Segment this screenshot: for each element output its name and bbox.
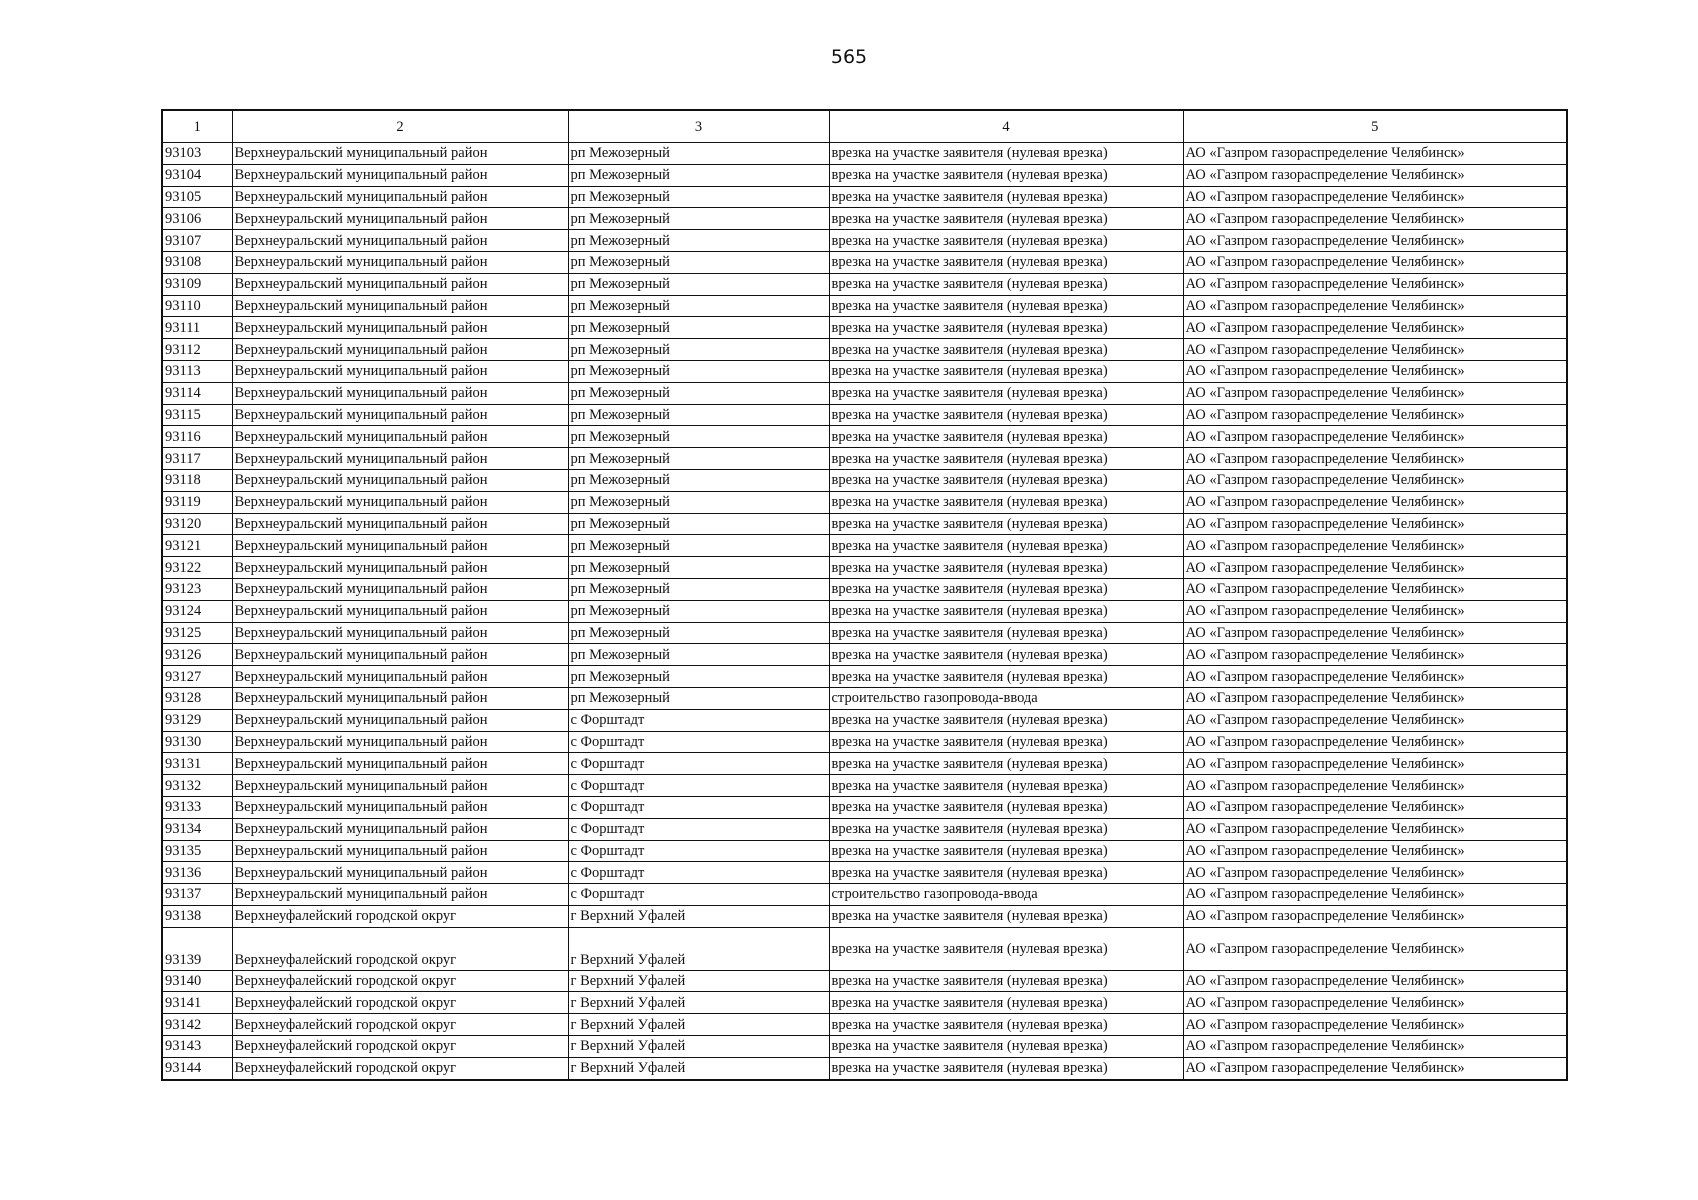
table-row [162,186,1567,208]
table-cell: с Форштадт [568,775,829,797]
table-cell: г Верхний Уфалей [568,1014,829,1036]
table-cell: 93141 [162,992,232,1014]
table-cell: Верхнеуфалейский городской округ [232,1036,568,1058]
table-cell: рп Межозерный [568,513,829,535]
table-cell: врезка на участке заявителя (нулевая врезка) [829,230,1183,252]
header-row [162,110,1567,143]
table-cell: АО «Газпром газораспределение Челябинск» [1183,186,1567,208]
table-cell: Верхнеуральский муниципальный район [232,164,568,186]
table-cell: рп Межозерный [568,622,829,644]
table-cell: врезка на участке заявителя (нулевая врезка) [829,535,1183,557]
table-cell: 93118 [162,469,232,491]
table-cell: Верхнеуфалейский городской округ [232,992,568,1014]
table-cell: с Форштадт [568,709,829,731]
table-cell: г Верхний Уфалей [568,1036,829,1058]
table-cell: с Форштадт [568,796,829,818]
table-cell: 93143 [162,1036,232,1058]
table-cell: АО «Газпром газораспределение Челябинск» [1183,426,1567,448]
table-cell: Верхнеуральский муниципальный район [232,840,568,862]
table-cell: Верхнеуральский муниципальный район [232,775,568,797]
table-cell: АО «Газпром газораспределение Челябинск» [1183,731,1567,753]
table-cell: АО «Газпром газораспределение Челябинск» [1183,448,1567,470]
table-cell: рп Межозерный [568,491,829,513]
table-cell: АО «Газпром газораспределение Челябинск» [1183,230,1567,252]
table-cell: АО «Газпром газораспределение Челябинск» [1183,840,1567,862]
table-row [162,513,1567,535]
table-row [162,295,1567,317]
table-cell: АО «Газпром газораспределение Челябинск» [1183,862,1567,884]
table-body [162,143,1567,1080]
table-row [162,796,1567,818]
table-cell: врезка на участке заявителя (нулевая врезка) [829,622,1183,644]
table-cell: с Форштадт [568,884,829,906]
table-cell: рп Межозерный [568,317,829,339]
table-cell: 93106 [162,208,232,230]
table-cell: Верхнеуральский муниципальный район [232,796,568,818]
table-cell: 93119 [162,491,232,513]
table-cell: 93103 [162,143,232,165]
table-cell: Верхнеуфалейский городской округ [232,1014,568,1036]
table-cell: Верхнеуфалейский городской округ [232,905,568,927]
table-cell: Верхнеуральский муниципальный район [232,557,568,579]
table-cell: врезка на участке заявителя (нулевая врезка) [829,970,1183,992]
table-cell: Верхнеуральский муниципальный район [232,709,568,731]
table-cell: АО «Газпром газораспределение Челябинск» [1183,491,1567,513]
table-row [162,970,1567,992]
table-cell: врезка на участке заявителя (нулевая врезка) [829,164,1183,186]
table-cell: 93129 [162,709,232,731]
table-cell: АО «Газпром газораспределение Челябинск» [1183,666,1567,688]
table-cell: Верхнеуральский муниципальный район [232,622,568,644]
table-cell: АО «Газпром газораспределение Челябинск» [1183,796,1567,818]
table-cell: Верхнеуральский муниципальный район [232,644,568,666]
table-cell: АО «Газпром газораспределение Челябинск» [1183,208,1567,230]
table-row [162,862,1567,884]
table-row [162,731,1567,753]
table-cell: 93123 [162,578,232,600]
table-row [162,578,1567,600]
table-cell: АО «Газпром газораспределение Челябинск» [1183,1057,1567,1079]
table-cell: врезка на участке заявителя (нулевая врезка) [829,317,1183,339]
table-cell: 93115 [162,404,232,426]
table-cell: АО «Газпром газораспределение Челябинск» [1183,360,1567,382]
table-cell: Верхнеуральский муниципальный район [232,382,568,404]
table-cell: врезка на участке заявителя (нулевая врезка) [829,840,1183,862]
table-cell: рп Межозерный [568,360,829,382]
table-cell: 93126 [162,644,232,666]
table-cell: 93110 [162,295,232,317]
table-cell: рп Межозерный [568,186,829,208]
table-cell: строительство газопровода-ввода [829,884,1183,906]
table-cell: Верхнеуральский муниципальный район [232,818,568,840]
table-cell: рп Межозерный [568,382,829,404]
table-cell: АО «Газпром газораспределение Челябинск» [1183,644,1567,666]
table-cell: 93134 [162,818,232,840]
table-row [162,600,1567,622]
table-cell: 93111 [162,317,232,339]
table-cell: с Форштадт [568,840,829,862]
table-cell: АО «Газпром газораспределение Челябинск» [1183,535,1567,557]
table-cell: Верхнеуральский муниципальный район [232,251,568,273]
table-cell: АО «Газпром газораспределение Челябинск» [1183,753,1567,775]
table-cell: Верхнеуральский муниципальный район [232,469,568,491]
table-cell: рп Межозерный [568,578,829,600]
table-cell: АО «Газпром газораспределение Челябинск» [1183,143,1567,165]
table-cell: врезка на участке заявителя (нулевая врезка) [829,992,1183,1014]
table-cell: г Верхний Уфалей [568,905,829,927]
table-cell: врезка на участке заявителя (нулевая врезка) [829,404,1183,426]
table-cell: 93130 [162,731,232,753]
table-cell: рп Межозерный [568,273,829,295]
table-cell: врезка на участке заявителя (нулевая врезка) [829,927,1183,970]
table-cell: рп Межозерный [568,143,829,165]
table-cell: г Верхний Уфалей [568,992,829,1014]
table-cell: врезка на участке заявителя (нулевая врезка) [829,273,1183,295]
table-cell: г Верхний Уфалей [568,970,829,992]
table-cell: г Верхний Уфалей [568,1057,829,1079]
table-cell: 93124 [162,600,232,622]
table-row [162,448,1567,470]
table-row [162,1014,1567,1036]
table-cell: 93109 [162,273,232,295]
table-cell: врезка на участке заявителя (нулевая врезка) [829,339,1183,361]
table-row [162,687,1567,709]
table-row [162,840,1567,862]
table-cell: рп Межозерный [568,164,829,186]
table-row [162,884,1567,906]
table-cell: Верхнеуральский муниципальный район [232,862,568,884]
table-cell: Верхнеуральский муниципальный район [232,230,568,252]
table-row [162,927,1567,970]
table-cell: Верхнеуфалейский городской округ [232,1057,568,1079]
table-row [162,905,1567,927]
table-row [162,317,1567,339]
table-cell: 93140 [162,970,232,992]
table-cell: АО «Газпром газораспределение Челябинск» [1183,469,1567,491]
table-cell: врезка на участке заявителя (нулевая врезка) [829,208,1183,230]
table-cell: Верхнеуфалейский городской округ [232,927,568,970]
table-cell: г Верхний Уфалей [568,927,829,970]
table-cell: Верхнеуральский муниципальный район [232,578,568,600]
table-cell: врезка на участке заявителя (нулевая врезка) [829,295,1183,317]
table-cell: Верхнеуфалейский городской округ [232,970,568,992]
table-cell: рп Межозерный [568,644,829,666]
table-cell: АО «Газпром газораспределение Челябинск» [1183,273,1567,295]
table-row [162,1057,1567,1079]
table-cell: 93113 [162,360,232,382]
table-row [162,360,1567,382]
table-cell: врезка на участке заявителя (нулевая врезка) [829,448,1183,470]
table-row [162,535,1567,557]
table-cell: врезка на участке заявителя (нулевая врезка) [829,731,1183,753]
table-row [162,666,1567,688]
table-cell: АО «Газпром газораспределение Челябинск» [1183,775,1567,797]
table-cell: АО «Газпром газораспределение Челябинск» [1183,317,1567,339]
table-cell: врезка на участке заявителя (нулевая врезка) [829,1036,1183,1058]
table-cell: Верхнеуральский муниципальный район [232,513,568,535]
table-cell: рп Межозерный [568,295,829,317]
table-cell: врезка на участке заявителя (нулевая врезка) [829,644,1183,666]
table-row [162,404,1567,426]
table-cell: строительство газопровода-ввода [829,687,1183,709]
table-cell: АО «Газпром газораспределение Челябинск» [1183,557,1567,579]
table-cell: 93132 [162,775,232,797]
table-cell: 93114 [162,382,232,404]
table-cell: АО «Газпром газораспределение Челябинск» [1183,600,1567,622]
table-row [162,622,1567,644]
table-cell: рп Межозерный [568,535,829,557]
table-row [162,775,1567,797]
table-cell: АО «Газпром газораспределение Челябинск» [1183,404,1567,426]
column-header: 2 [232,110,568,143]
table-cell: Верхнеуральский муниципальный район [232,687,568,709]
table-cell: врезка на участке заявителя (нулевая врезка) [829,818,1183,840]
table-cell: 93108 [162,251,232,273]
table-row [162,644,1567,666]
table-cell: врезка на участке заявителя (нулевая врезка) [829,796,1183,818]
table-cell: АО «Газпром газораспределение Челябинск» [1183,513,1567,535]
table-cell: врезка на участке заявителя (нулевая врезка) [829,905,1183,927]
table-cell: врезка на участке заявителя (нулевая врезка) [829,469,1183,491]
table-cell: рп Межозерный [568,339,829,361]
table-row [162,818,1567,840]
table-row [162,491,1567,513]
table-cell: 93138 [162,905,232,927]
table-cell: врезка на участке заявителя (нулевая врезка) [829,600,1183,622]
table-cell: рп Межозерный [568,251,829,273]
table-cell: Верхнеуральский муниципальный район [232,884,568,906]
column-header: 3 [568,110,829,143]
table-cell: рп Межозерный [568,557,829,579]
table-cell: рп Межозерный [568,469,829,491]
table-cell: АО «Газпром газораспределение Челябинск» [1183,970,1567,992]
table-cell: Верхнеуральский муниципальный район [232,535,568,557]
table-cell: врезка на участке заявителя (нулевая врезка) [829,666,1183,688]
table-cell: Верхнеуральский муниципальный район [232,666,568,688]
table-cell: 93121 [162,535,232,557]
page-number: 565 [830,46,868,68]
table-cell: врезка на участке заявителя (нулевая врезка) [829,426,1183,448]
table-cell: АО «Газпром газораспределение Челябинск» [1183,884,1567,906]
table-cell: Верхнеуральский муниципальный район [232,600,568,622]
table-row [162,426,1567,448]
table-cell: 93128 [162,687,232,709]
table-cell: врезка на участке заявителя (нулевая врезка) [829,491,1183,513]
table-cell: Верхнеуральский муниципальный район [232,143,568,165]
table-cell: 93117 [162,448,232,470]
table-cell: АО «Газпром газораспределение Челябинск» [1183,622,1567,644]
table-cell: Верхнеуральский муниципальный район [232,273,568,295]
data-table [161,109,1568,1081]
table-cell: Верхнеуральский муниципальный район [232,448,568,470]
table-cell: с Форштадт [568,731,829,753]
table-row [162,251,1567,273]
table-row [162,709,1567,731]
table-cell: с Форштадт [568,862,829,884]
table-cell: 93131 [162,753,232,775]
table-cell: 93142 [162,1014,232,1036]
table-cell: рп Межозерный [568,600,829,622]
table-row [162,143,1567,165]
table-cell: врезка на участке заявителя (нулевая врезка) [829,578,1183,600]
table-cell: АО «Газпром газораспределение Челябинск» [1183,164,1567,186]
table-cell: Верхнеуральский муниципальный район [232,491,568,513]
table-cell: с Форштадт [568,753,829,775]
table-row [162,208,1567,230]
table-cell: врезка на участке заявителя (нулевая врезка) [829,557,1183,579]
table-cell: АО «Газпром газораспределение Челябинск» [1183,295,1567,317]
table-cell: врезка на участке заявителя (нулевая врезка) [829,382,1183,404]
table-cell: рп Межозерный [568,230,829,252]
table-cell: 93105 [162,186,232,208]
table-cell: врезка на участке заявителя (нулевая врезка) [829,251,1183,273]
table-cell: врезка на участке заявителя (нулевая врезка) [829,775,1183,797]
table-cell: 93144 [162,1057,232,1079]
table-cell: врезка на участке заявителя (нулевая врезка) [829,143,1183,165]
table-cell: 93116 [162,426,232,448]
table-cell: с Форштадт [568,818,829,840]
table-cell: Верхнеуральский муниципальный район [232,295,568,317]
table-row [162,1036,1567,1058]
table-cell: рп Межозерный [568,426,829,448]
table-cell: рп Межозерный [568,687,829,709]
table-cell: врезка на участке заявителя (нулевая врезка) [829,709,1183,731]
table-cell: 93122 [162,557,232,579]
table-row [162,469,1567,491]
table-cell: 93133 [162,796,232,818]
table-row [162,230,1567,252]
column-header: 1 [162,110,232,143]
table-row [162,382,1567,404]
table-cell: 93120 [162,513,232,535]
column-header: 4 [829,110,1183,143]
table-cell: АО «Газпром газораспределение Челябинск» [1183,578,1567,600]
table-cell: АО «Газпром газораспределение Челябинск» [1183,818,1567,840]
table-cell: рп Межозерный [568,448,829,470]
table-cell: Верхнеуральский муниципальный район [232,360,568,382]
table-cell: врезка на участке заявителя (нулевая врезка) [829,1057,1183,1079]
table-cell: рп Межозерный [568,666,829,688]
table-cell: 93137 [162,884,232,906]
column-header: 5 [1183,110,1567,143]
table-cell: АО «Газпром газораспределение Челябинск» [1183,709,1567,731]
table-cell: АО «Газпром газораспределение Челябинск» [1183,382,1567,404]
table-row [162,557,1567,579]
table-cell: АО «Газпром газораспределение Челябинск» [1183,687,1567,709]
table-cell: 93135 [162,840,232,862]
table-cell: врезка на участке заявителя (нулевая врезка) [829,186,1183,208]
table-cell: врезка на участке заявителя (нулевая врезка) [829,753,1183,775]
table-cell: 93139 [162,927,232,970]
table-row [162,753,1567,775]
table-cell: Верхнеуральский муниципальный район [232,339,568,361]
table-cell: 93136 [162,862,232,884]
table-cell: 93125 [162,622,232,644]
table-cell: врезка на участке заявителя (нулевая врезка) [829,1014,1183,1036]
table-cell: врезка на участке заявителя (нулевая врезка) [829,513,1183,535]
table-cell: АО «Газпром газораспределение Челябинск» [1183,1014,1567,1036]
table-cell: Верхнеуральский муниципальный район [232,404,568,426]
table-cell: рп Межозерный [568,404,829,426]
table-cell: 93127 [162,666,232,688]
table-cell: Верхнеуральский муниципальный район [232,208,568,230]
table-row [162,273,1567,295]
table-cell: АО «Газпром газораспределение Челябинск» [1183,339,1567,361]
table-cell: АО «Газпром газораспределение Челябинск» [1183,992,1567,1014]
table-cell: АО «Газпром газораспределение Челябинск» [1183,905,1567,927]
table-cell: Верхнеуральский муниципальный район [232,186,568,208]
table-cell: врезка на участке заявителя (нулевая врезка) [829,862,1183,884]
table-cell: 93104 [162,164,232,186]
table-cell: рп Межозерный [568,208,829,230]
table-cell: Верхнеуральский муниципальный район [232,317,568,339]
table-cell: АО «Газпром газораспределение Челябинск» [1183,1036,1567,1058]
table-cell: АО «Газпром газораспределение Челябинск» [1183,251,1567,273]
table-cell: Верхнеуральский муниципальный район [232,753,568,775]
table-row [162,164,1567,186]
table-row [162,339,1567,361]
table-cell: 93112 [162,339,232,361]
table-cell: Верхнеуральский муниципальный район [232,731,568,753]
table-cell: 93107 [162,230,232,252]
table-cell: Верхнеуральский муниципальный район [232,426,568,448]
table-row [162,992,1567,1014]
table-cell: врезка на участке заявителя (нулевая врезка) [829,360,1183,382]
table-cell: АО «Газпром газораспределение Челябинск» [1183,927,1567,970]
